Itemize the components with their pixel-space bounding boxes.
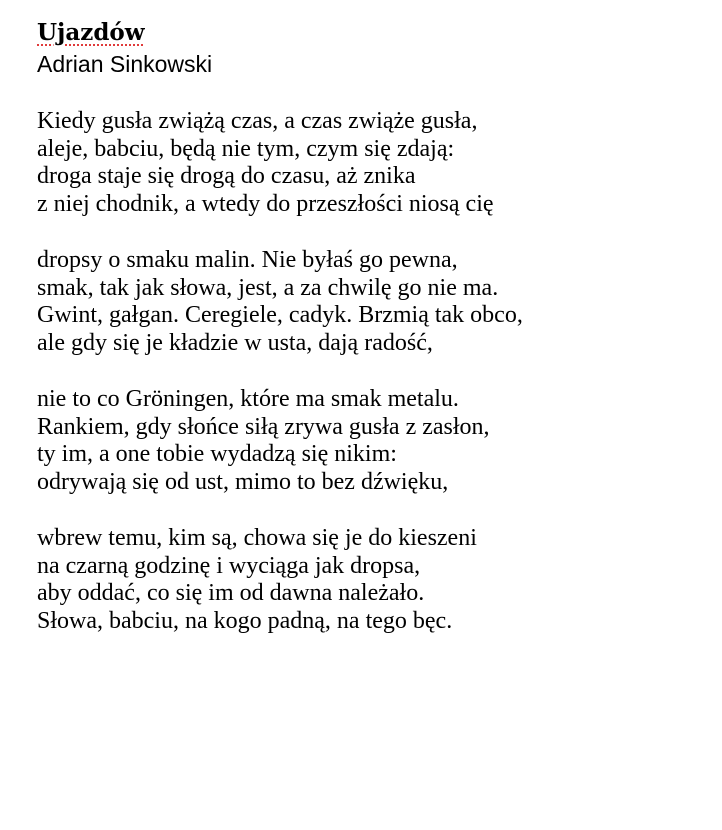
poem-line: odrywają się od ust, mimo to bez dźwięku, <box>37 468 449 495</box>
poem-title: Ujazdów <box>37 19 145 46</box>
stanza-1 <box>37 108 707 218</box>
poem-body <box>37 108 707 635</box>
poem-line: aby oddać, co się im od dawna należało. <box>37 580 425 606</box>
poem-author: Adrian Sinkowski <box>37 51 213 77</box>
poem-line: na czarną godzinę i wyciąga jak dropsa, <box>37 552 421 579</box>
stanza-2 <box>37 247 707 357</box>
poem-line: Kiedy gusła zwiążą czas, a czas zwiąże gusła, <box>37 108 478 134</box>
stanza-3 <box>37 386 707 496</box>
poem-line: nie to co Gröningen, które ma smak metalu. <box>37 386 459 412</box>
poem-line: wbrew temu, kim są, chowa się je do kieszeni <box>37 525 477 551</box>
poem-line: z niej chodnik, a wtedy do przeszłości niosą cię <box>37 190 494 217</box>
stanza-4 <box>37 525 707 635</box>
poem-line: aleje, babciu, będą nie tym, czym się zdają: <box>37 135 455 162</box>
poem-line: ty im, a one tobie wydadzą się nikim: <box>37 441 397 467</box>
document <box>37 18 707 664</box>
poem-line: Gwint, gałgan. Ceregiele, cadyk. Brzmią tak obco, <box>37 302 523 328</box>
poem-line: ale gdy się je kładzie w usta, dają radość, <box>37 329 433 356</box>
poem-line: dropsy o smaku malin. Nie byłaś go pewna, <box>37 247 458 273</box>
poem-line: Rankiem, gdy słońce siłą zrywa gusła z zasłon, <box>37 413 490 440</box>
poem-line: smak, tak jak słowa, jest, a za chwilę go nie ma. <box>37 274 499 301</box>
poem-line: Słowa, babciu, na kogo padną, na tego bęc. <box>37 607 453 634</box>
poem-line: droga staje się drogą do czasu, aż znika <box>37 163 416 189</box>
